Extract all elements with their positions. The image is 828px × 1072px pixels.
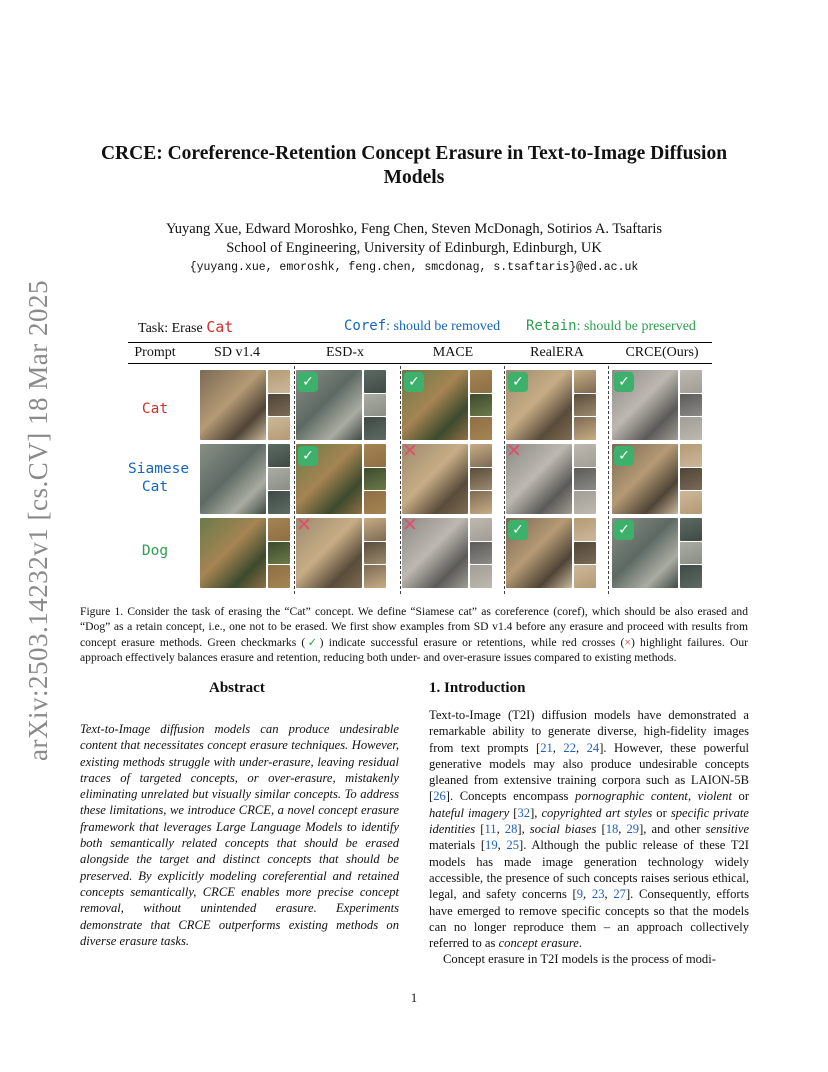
thumbnail-image xyxy=(470,394,492,417)
thumbnail-image xyxy=(364,417,386,440)
thumbnail-image xyxy=(680,468,702,491)
thumbnail-image xyxy=(364,565,386,588)
citation-link[interactable]: 25 xyxy=(506,838,520,853)
thumbnail-image xyxy=(680,370,702,393)
cross-icon: ✕ xyxy=(402,440,418,462)
abstract-text: Text-to-Image diffusion models can produce undesirable content that necessitates concept erasure techniques. However, existing methods struggle with under-erasure, leaving residual traces of targeted concepts, or over-erasure, mistakenly eliminating unrelated but visually similar concepts. To address these limitations, we introduce CRCE, a novel concept erasure framework that leverages Large Language Models to identify both semantically related concepts that should be erased alongside the target and distinct concepts that should be preserved. By explicitly modeling coreferential and retained concepts semantically, CRCE enables more precise concept removal, without unintended erasure. Experiments demonstrate that CRCE outperforms existing methods on diverse erasure tasks. xyxy=(80,722,399,948)
thumbnail-image xyxy=(268,518,290,541)
check-icon: ✓ xyxy=(508,372,528,392)
thumbnail-image xyxy=(574,565,596,588)
thumbnail-image xyxy=(574,542,596,565)
result-image-cell xyxy=(296,444,388,514)
affiliation: School of Engineering, University of Edinburgh, Edinburgh, UK xyxy=(226,240,602,256)
thumbnail-image xyxy=(680,518,702,541)
thumbnail-image xyxy=(574,394,596,417)
thumbnail-image xyxy=(574,370,596,393)
page-number: 1 xyxy=(410,991,418,1005)
thumbnail-image xyxy=(364,542,386,565)
thumbnail-image xyxy=(268,542,290,565)
citation-link[interactable]: 9 xyxy=(576,887,584,902)
column-separator xyxy=(504,366,505,594)
citation-link[interactable]: 26 xyxy=(433,789,446,804)
result-image-cell xyxy=(506,440,598,514)
thumbnail-image xyxy=(364,518,386,541)
generated-image xyxy=(200,444,266,514)
thumbnail-image xyxy=(680,491,702,514)
thumbnail-image xyxy=(680,444,702,467)
thumbnail-image xyxy=(574,444,596,467)
generated-image xyxy=(200,370,266,440)
thumbnail-image xyxy=(470,518,492,541)
result-image-cell xyxy=(506,370,598,440)
thumbnail-image xyxy=(574,518,596,541)
thumbnail-strip xyxy=(574,518,596,588)
figure-caption: Figure 1. Consider the task of erasing the “Cat” concept. We define “Siamese cat” as coreference (coref), which should be also erased and “Dog” as a retain concept, i.e., one not to be erased. We first show examples from SD v1.4 before any erasure and proceed with results from concept erasure methods. Green checkmarks (✓) indicate successful erasure or retentions, while red crosses (×) highlight failures. Our approach effectively balances erasure and retention, reducing both under- and over-erasure issues compared to existing methods. xyxy=(80,605,749,665)
thumbnail-strip xyxy=(680,370,702,440)
result-image-cell xyxy=(612,370,704,440)
cross-icon: ✕ xyxy=(402,514,418,536)
figure-legend xyxy=(128,314,712,338)
result-image-cell xyxy=(200,370,292,440)
thumbnail-image xyxy=(268,370,290,393)
cross-icon: ✕ xyxy=(506,440,522,462)
thumbnail-image xyxy=(470,417,492,440)
thumbnail-image xyxy=(680,565,702,588)
thumbnail-strip xyxy=(470,370,492,440)
task-concept: Cat xyxy=(206,318,234,336)
thumbnail-strip xyxy=(268,518,290,588)
column-separator xyxy=(294,366,295,594)
thumbnail-image xyxy=(268,565,290,588)
result-image-cell xyxy=(612,518,704,588)
thumbnail-image xyxy=(574,417,596,440)
thumbnail-image xyxy=(470,468,492,491)
thumbnail-strip xyxy=(364,518,386,588)
retain-legend: Retain: should be preserved xyxy=(526,318,696,334)
prompt-siamese-cat: Siamese Cat xyxy=(128,461,190,495)
thumbnail-image xyxy=(574,491,596,514)
thumbnail-image xyxy=(364,491,386,514)
intro-paragraph: Concept erasure in T2I models is the process of modi- xyxy=(443,952,716,967)
thumbnail-strip xyxy=(364,444,386,514)
author-list: Yuyang Xue, Edward Moroshko, Feng Chen, Steven McDonagh, Sotirios A. Tsaftaris xyxy=(165,221,663,237)
check-icon: ✓ xyxy=(298,446,318,466)
thumbnail-image xyxy=(680,417,702,440)
check-icon: ✓ xyxy=(614,520,634,540)
result-image-cell xyxy=(402,370,494,440)
check-icon: ✓ xyxy=(404,372,424,392)
check-icon: ✓ xyxy=(508,520,528,540)
arxiv-stamp: arXiv:2503.14232v1 [cs.CV] 18 Mar 2025 xyxy=(22,279,53,761)
thumbnail-strip xyxy=(574,370,596,440)
thumbnail-image xyxy=(268,468,290,491)
column-header: ESD-x xyxy=(325,345,365,360)
thumbnail-strip xyxy=(470,444,492,514)
check-icon: ✓ xyxy=(298,372,318,392)
thumbnail-image xyxy=(680,394,702,417)
citation-link[interactable]: 21 xyxy=(540,740,553,755)
result-image-cell xyxy=(402,440,494,514)
thumbnail-strip xyxy=(470,518,492,588)
citation-link[interactable]: 23 xyxy=(591,887,605,902)
thumbnail-image xyxy=(470,444,492,467)
result-image-cell xyxy=(200,518,292,588)
thumbnail-image xyxy=(680,542,702,565)
thumbnail-image xyxy=(470,491,492,514)
result-image-cell xyxy=(612,444,704,514)
result-image-cell xyxy=(200,444,292,514)
check-icon: ✓ xyxy=(614,372,634,392)
paper-title: CRCE: Coreference-Retention Concept Erasure in Text-to-Image Diffusion Models xyxy=(100,143,728,188)
thumbnail-image xyxy=(364,394,386,417)
thumbnail-image xyxy=(470,542,492,565)
thumbnail-image xyxy=(268,444,290,467)
generated-image xyxy=(200,518,266,588)
column-headers xyxy=(128,342,712,364)
task-label: Task: Erase Cat xyxy=(138,318,234,336)
thumbnail-image xyxy=(470,565,492,588)
cross-icon: ✕ xyxy=(296,514,312,536)
thumbnail-image xyxy=(574,468,596,491)
column-header: MACE xyxy=(432,345,474,360)
column-separator xyxy=(400,366,401,594)
result-image-cell xyxy=(402,514,494,588)
thumbnail-image xyxy=(364,468,386,491)
author-emails: {yuyang.xue, emoroshk, feng.chen, smcdonag, s.tsaftaris}@ed.ac.uk xyxy=(189,261,639,274)
citation-link[interactable]: 19 xyxy=(485,838,498,853)
abstract-heading: Abstract xyxy=(209,680,265,696)
citation-link[interactable]: 27 xyxy=(613,887,626,902)
citation-link[interactable]: 18 xyxy=(605,822,619,837)
intro-heading: 1. Introduction xyxy=(429,680,526,696)
citation-link[interactable]: 29 xyxy=(626,822,640,837)
citation-link[interactable]: 11 xyxy=(484,822,497,837)
prompt-dog: Dog xyxy=(141,543,169,559)
column-header: RealERA xyxy=(530,345,584,360)
thumbnail-strip xyxy=(680,444,702,514)
thumbnail-image xyxy=(470,370,492,393)
citation-link[interactable]: 22 xyxy=(563,740,576,755)
citation-link[interactable]: 24 xyxy=(586,740,600,755)
figure-1 xyxy=(128,314,712,596)
thumbnail-image xyxy=(268,491,290,514)
intro-paragraph: Text-to-Image (T2I) diffusion models have demonstrated a remarkable ability to generate diverse, high-fidelity images from text prompts [21, 22, 24]. However, these powerful generative models may also produce undesirable concepts gleaned from extensive training corpora such as LAION-5B [26]. Concepts encompass pornographic content, violent or hateful imagery [32], copyrighted art styles or specific private identities [11, 28], social biases [18, 29], and other sensitive materials [19, 25]. Although the public release of these T2I models has made image generation technology widely accessible, the presence of such concepts raises serious ethical, legal, and safety concerns [9, 23, 27]. Consequently, efforts have emerged to remove specific concepts so that the models can no longer reproduce them – an approach collectively referred to as concept erasure. xyxy=(429,708,750,951)
thumbnail-strip xyxy=(268,370,290,440)
citation-link[interactable]: 28 xyxy=(504,822,518,837)
thumbnail-image xyxy=(364,370,386,393)
result-image-cell xyxy=(296,370,388,440)
thumbnail-image xyxy=(268,394,290,417)
thumbnail-strip xyxy=(364,370,386,440)
thumbnail-image xyxy=(364,444,386,467)
intro-text xyxy=(429,707,749,968)
coref-legend: Coref: should be removed xyxy=(344,318,501,334)
thumbnail-image xyxy=(268,417,290,440)
thumbnail-strip xyxy=(680,518,702,588)
check-icon: ✓ xyxy=(614,446,634,466)
result-image-cell xyxy=(506,518,598,588)
citation-link[interactable]: 32 xyxy=(517,805,531,820)
prompt-cat: Cat xyxy=(141,401,169,417)
column-header: CRCE(Ours) xyxy=(625,345,699,360)
column-separator xyxy=(608,366,609,594)
column-header: SD v1.4 xyxy=(214,345,260,360)
column-header: Prompt xyxy=(134,345,176,360)
result-image-cell xyxy=(296,514,388,588)
thumbnail-strip xyxy=(574,444,596,514)
thumbnail-strip xyxy=(268,444,290,514)
